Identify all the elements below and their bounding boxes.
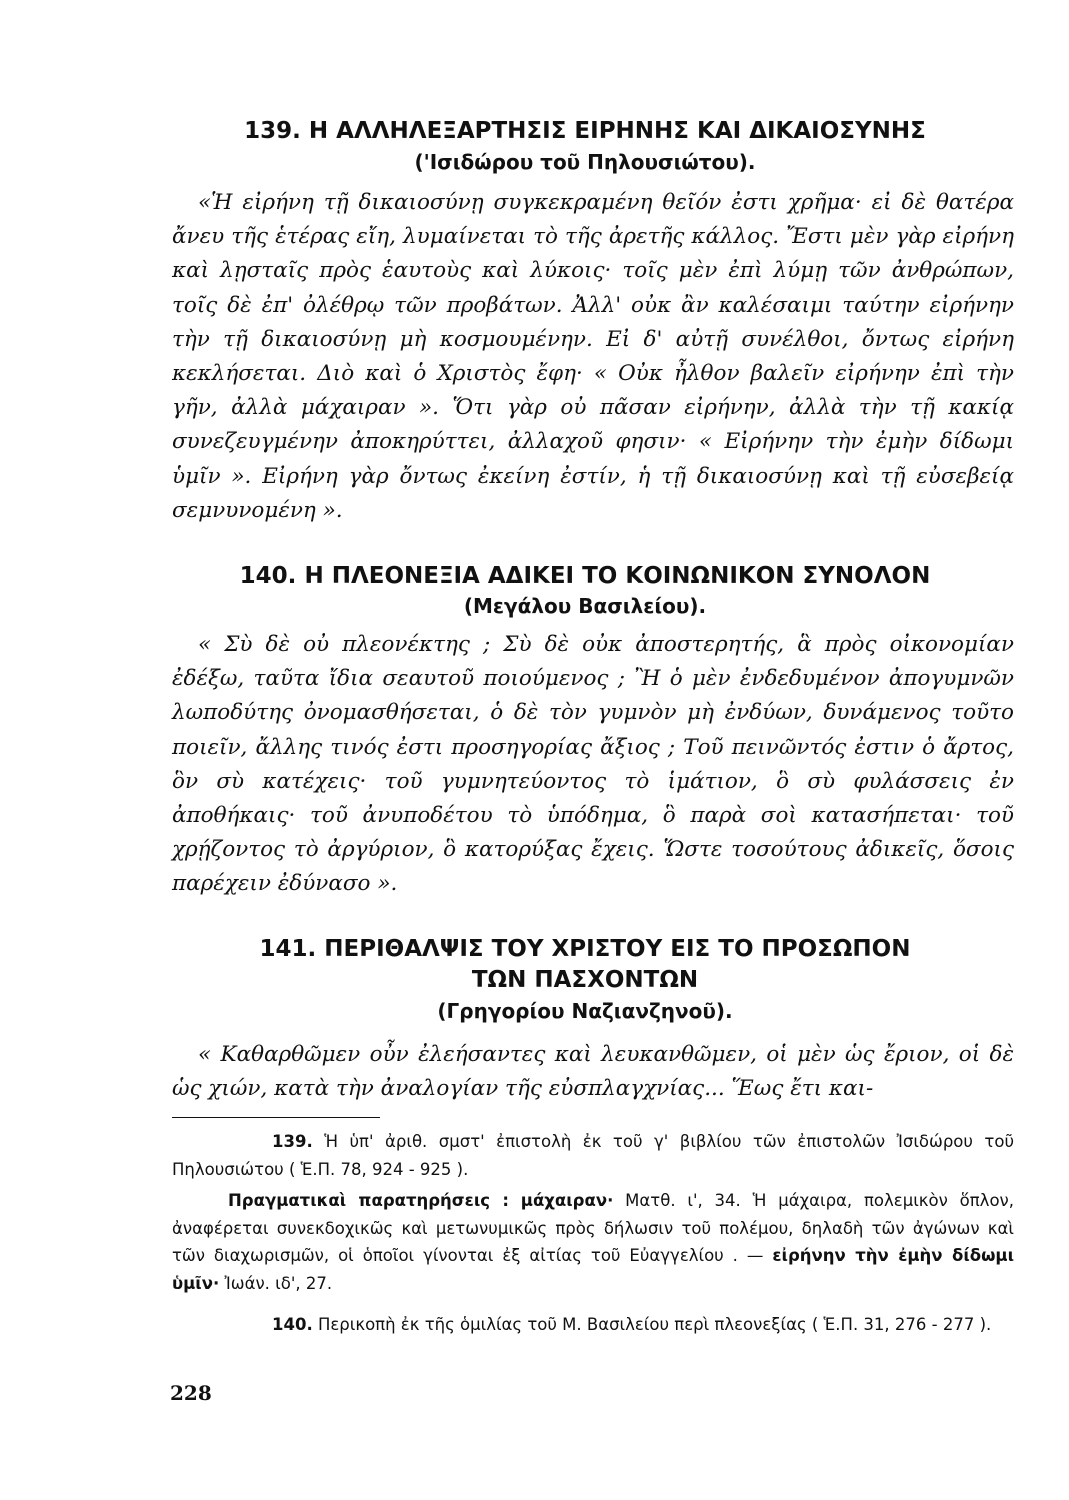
- footnote-notes-ref: Ἰωάν. ιδ', 27.: [224, 1273, 333, 1293]
- footnote-139-notes: [172, 1187, 1014, 1297]
- section-141-title: ΠΕΡΙΘΑΛΨΙΣ ΤΟΥ ΧΡΙΣΤΟΥ ΕΙΣ ΤΟ ΠΡΟΣΩΠΟΝ: [324, 936, 911, 962]
- section-139-text: «Ἡ εἰρήνη τῇ δικαιοσύνῃ συγκεκραμένη θεῖόν ἐστι χρῆμα· εἰ δὲ θατέρα ἄνευ τῆς ἑτέρας εἴη, λυμαίνεται τὸ τῆς ἀρετῆς κάλλος. Ἔστι μὲν γὰρ εἰρήνη καὶ λῃσταῖς πρὸς ἑαυτοὺς καὶ λύκοις· τοῖς μὲν ἐπὶ λύμῃ τῶν ἀνθρώπων, τοῖς δὲ ἐπ' ὀλέθρῳ τῶν προβάτων. Ἀλλ' οὐκ ἂν καλέσαιμι ταύτην εἰρήνην τὴν τῇ δικαιοσύνῃ μὴ κοσμουμένην. Εἰ δ' αὐτῇ συνέλθοι, ὄντως εἰρήνη κεκλήσεται. Διὸ καὶ ὁ Χριστὸς ἔφη· « Οὐκ ἦλθον βαλεῖν εἰρήνην ἐπὶ τὴν γῆν, ἀλλὰ μάχαιραν ». Ὅτι γὰρ οὐ πᾶσαν εἰρήνην, ἀλλὰ τὴν τῇ κακίᾳ συνεζευγμένην ἀποκηρύττει, ἀλλαχοῦ φησιν· « Εἰρήνην τὴν ἐμὴν δίδωμι ὑμῖν ». Εἰρήνη γὰρ ὄντως ἐκείνη ἐστίν, ἡ τῇ δικαιοσύνῃ καὶ τῇ εὐσεβείᾳ σεμνυνομένη ».: [172, 190, 1014, 523]
- section-140-title: Η ΠΛΕΟΝΕΞΙΑ ΑΔΙΚΕΙ ΤΟ ΚΟΙΝΩΝΙΚΟΝ ΣΥΝΟΛΟΝ: [304, 563, 931, 589]
- section-139-title: Η ΑΛΛΗΛΕΞΑΡΤΗΣΙΣ ΕΙΡΗΝΗΣ ΚΑΙ ΔΙΚΑΙΟΣΥΝΗΣ: [308, 118, 926, 144]
- page-number: 228: [170, 1381, 212, 1405]
- section-140-number: 140.: [239, 563, 297, 589]
- footnote-notes-text: Ματθ. ι', 34. Ἡ μάχαιρα, πολεμικὸν ὅπλον, ἀναφέρεται συνεκδοχικῶς καὶ μετωνυμικῶς πρὸς δήλωσιν τοῦ πολέμου, δηλαδὴ τῶν ἀγώνων καὶ τῶν διαχωρισμῶν, οἱ ὁποῖοι γίνονται ἐξ αἰτίας τοῦ Εὐαγγελίου . —: [172, 1191, 1014, 1265]
- section-141-heading: [150, 934, 1020, 965]
- section-140-subtitle: (Μεγάλου Βασιλείου).: [463, 594, 707, 618]
- footnote-140: [172, 1311, 1014, 1339]
- footnote-divider: [172, 1117, 380, 1118]
- section-139-number: 139.: [244, 118, 301, 144]
- footnote-139-text: Ἡ ὑπ' ἀριθ. σμστ' ἐπιστολὴ ἐκ τοῦ γ' βιβλίου τῶν ἐπιστολῶν Ἰσιδώρου τοῦ Πηλουσιώτου ( Ἑ.Π. 78, 924 - 925 ).: [172, 1132, 1014, 1179]
- section-140-heading: [150, 561, 1020, 592]
- footnote-term-eirinin: εἰρήνην τὴν ἐμὴν δίδωμι ὑμῖν·: [172, 1246, 1014, 1293]
- footnote-140-text: Περικοπὴ ἐκ τῆς ὁμιλίας τοῦ Μ. Βασιλείου περὶ πλεονεξίας ( Ἑ.Π. 31, 276 - 277 ).: [317, 1315, 992, 1334]
- section-141-title-line2: ΤΩΝ ΠΑΣΧΟΝΤΩΝ: [471, 967, 699, 993]
- section-141-number: 141.: [259, 936, 317, 962]
- footnote-139-number: 139.: [272, 1132, 313, 1151]
- section-141-text: « Καθαρθῶμεν οὖν ἐλεήσαντες καὶ λευκανθῶμεν, οἱ μὲν ὡς ἔριον, οἱ δὲ ὡς χιών, κατὰ τὴν ἀναλογίαν τῆς εὐσπλαγχνίας... Ἕως ἔτι και-: [172, 1042, 1014, 1102]
- footnote-notes-label: Πραγματικαὶ παρατηρήσεις :: [228, 1191, 509, 1210]
- footnote-term-machairan: μάχαιραν·: [520, 1191, 614, 1210]
- section-139-heading: [150, 116, 1020, 147]
- footnote-139: [172, 1128, 1014, 1183]
- footnote-140-number: 140.: [272, 1315, 313, 1334]
- section-140-text: « Σὺ δὲ οὐ πλεονέκτης ; Σὺ δὲ οὐκ ἀποστερητής, ἃ πρὸς οἰκονομίαν ἐδέξω, ταῦτα ἴδια σεαυτοῦ ποιούμενος ; Ἢ ὁ μὲν ἐνδεδυμένον ἀπογυμνῶν λωποδύτης ὀνομασθήσεται, ὁ δὲ τὸν γυμνὸν μὴ ἐνδύων, δυνάμενος τοῦτο ποιεῖν, ἄλλης τινός ἐστι προσηγορίας ἄξιος ; Τοῦ πεινῶντός ἐστιν ὁ ἄρτος, ὃν σὺ κατέχεις· τοῦ γυμνητεύοντος τὸ ἱμάτιον, ὃ σὺ φυλάσσεις ἐν ἀποθήκαις· τοῦ ἀνυποδέτου τὸ ὑπόδημα, ὃ παρὰ σοὶ κατασήπεται· τοῦ χρῄζοντος τὸ ἀργύριον, ὃ κατορύξας ἔχεις. Ὥστε τοσούτους ἀδικεῖς, ὅσοις παρέχειν ἐδύνασο ».: [172, 632, 1014, 897]
- section-139-subtitle: ('Ισιδώρου τοῦ Πηλουσιώτου).: [414, 150, 756, 174]
- section-141-subtitle: (Γρηγορίου Ναζιανζηνοῦ).: [437, 999, 733, 1023]
